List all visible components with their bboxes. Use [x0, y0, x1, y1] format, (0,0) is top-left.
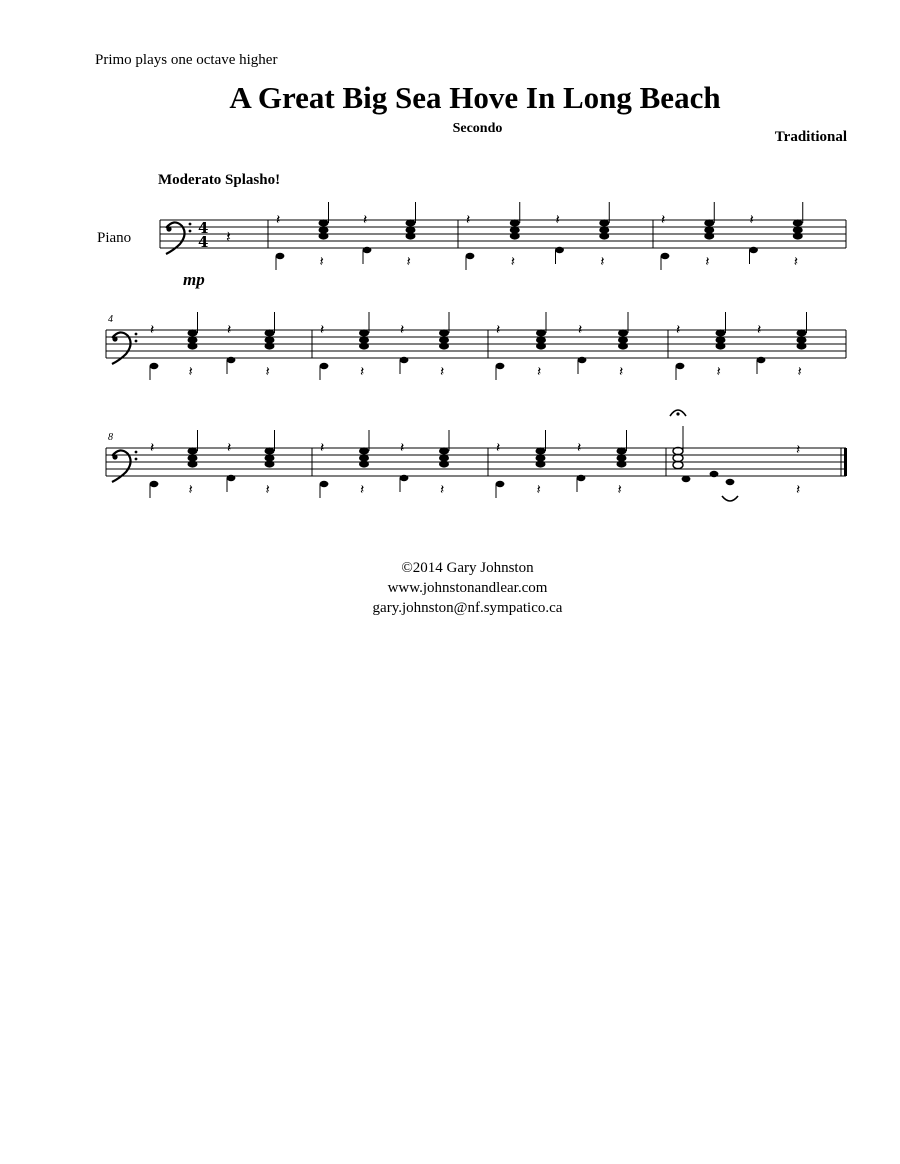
quarter-note-head [265, 342, 275, 349]
quarter-rest: 𝄽 [150, 440, 155, 456]
quarter-note-head [227, 475, 236, 481]
quarter-note-head [439, 329, 449, 336]
quarter-note-head [320, 481, 329, 487]
quarter-note-head [400, 357, 409, 363]
staff-system-3 [106, 410, 847, 501]
quarter-note-head [676, 363, 685, 369]
bass-clef-dot [135, 333, 138, 336]
quarter-rest: 𝄽 [555, 212, 560, 228]
quarter-rest: 𝄽 [227, 440, 232, 456]
quarter-note-head [617, 460, 627, 467]
quarter-note-head [704, 232, 714, 239]
quarter-note-head [618, 342, 628, 349]
quarter-note-head [320, 363, 329, 369]
measure-number-system-3: 8 [108, 432, 113, 443]
quarter-rest: 𝄽 [360, 364, 365, 380]
bass-clef-dot [135, 458, 138, 461]
quarter-note-head [749, 247, 758, 253]
quarter-rest: 𝄽 [360, 482, 365, 498]
quarter-note-head [363, 247, 372, 253]
bass-clef-dot [135, 451, 138, 454]
composer-credit: Traditional [774, 129, 847, 145]
quarter-note-head [536, 329, 546, 336]
quarter-note-head [599, 232, 609, 239]
quarter-rest: 𝄽 [716, 364, 721, 380]
quarter-note-head [265, 460, 275, 467]
quarter-rest: 𝄽 [226, 227, 231, 246]
email-line: gary.johnston@nf.sympatico.ca [372, 600, 563, 616]
time-signature-numerator: 4 [198, 219, 209, 237]
quarter-rest: 𝄽 [797, 364, 802, 380]
quarter-rest: 𝄽 [188, 482, 193, 498]
quarter-note-head [359, 329, 369, 336]
quarter-rest: 𝄽 [617, 482, 622, 498]
quarter-note-head [188, 447, 198, 454]
quarter-rest: 𝄽 [276, 212, 281, 228]
quarter-note-head [510, 219, 520, 226]
measure-number-system-2: 4 [108, 314, 113, 325]
quarter-rest: 𝄽 [705, 254, 710, 270]
quarter-rest: 𝄽 [440, 482, 445, 498]
quarter-note-head [704, 219, 714, 226]
staff-system-1 [160, 202, 846, 270]
quarter-note-head [359, 447, 369, 454]
quarter-rest: 𝄽 [320, 322, 325, 338]
staff-system-2 [106, 312, 846, 380]
quarter-note-head [726, 479, 735, 485]
quarter-note-head [188, 329, 198, 336]
quarter-note-head [319, 232, 329, 239]
quarter-rest: 𝄽 [793, 254, 799, 270]
quarter-note-head [150, 363, 159, 369]
quarter-note-head [555, 247, 564, 253]
quarter-note-head [793, 219, 803, 226]
quarter-note-head [617, 447, 627, 454]
tempo-marking: Moderato Splasho! [158, 172, 281, 188]
quarter-note-head [400, 475, 409, 481]
quarter-note-head [661, 253, 670, 259]
quarter-rest: 𝄽 [578, 322, 583, 338]
performance-note: Primo plays one octave higher [95, 52, 278, 68]
time-signature-denominator: 4 [198, 233, 209, 251]
quarter-rest: 𝄽 [676, 322, 681, 338]
final-barline-thick [844, 448, 847, 476]
instrument-label: Piano [97, 230, 132, 246]
quarter-rest: 𝄽 [406, 254, 411, 270]
quarter-rest: 𝄽 [496, 322, 501, 338]
quarter-note-head [793, 232, 803, 239]
fermata-icon [722, 496, 738, 501]
bass-clef-dot [166, 226, 171, 231]
quarter-note-head [439, 342, 449, 349]
quarter-rest: 𝄽 [619, 364, 624, 380]
bass-clef-dot [135, 340, 138, 343]
quarter-rest: 𝄽 [320, 440, 325, 456]
quarter-note-head [188, 460, 198, 467]
bass-clef-dot [189, 230, 192, 233]
quarter-note-head [618, 329, 628, 336]
quarter-rest: 𝄽 [400, 440, 405, 456]
quarter-rest: 𝄽 [749, 212, 754, 228]
music-notation [0, 0, 900, 540]
quarter-note-head [797, 342, 807, 349]
quarter-rest: 𝄽 [600, 254, 605, 270]
dynamic-marking: mp [183, 270, 205, 289]
quarter-note-head [536, 447, 546, 454]
quarter-note-head [577, 475, 586, 481]
fermata-dot [676, 412, 679, 415]
quarter-rest: 𝄽 [577, 440, 582, 456]
bass-clef-dot [112, 454, 117, 459]
quarter-note-head [496, 363, 505, 369]
quarter-note-head [359, 460, 369, 467]
quarter-note-head [319, 219, 329, 226]
bass-clef-dot [112, 336, 117, 341]
quarter-note-head [265, 329, 275, 336]
quarter-note-head [150, 481, 159, 487]
quarter-note-head [188, 342, 198, 349]
quarter-note-head [710, 471, 719, 477]
quarter-rest: 𝄽 [510, 254, 516, 270]
quarter-rest: 𝄽 [537, 364, 542, 380]
quarter-note-head [716, 329, 726, 336]
website-line: www.johnstonandlear.com [387, 580, 548, 596]
quarter-note-head [466, 253, 475, 259]
bass-clef-dot [189, 223, 192, 226]
quarter-note-head [496, 481, 505, 487]
quarter-note-head [276, 253, 285, 259]
quarter-note-head [406, 219, 416, 226]
quarter-rest: 𝄽 [496, 440, 501, 456]
quarter-note-head [797, 329, 807, 336]
quarter-rest: 𝄽 [150, 322, 155, 338]
quarter-note-head [439, 447, 449, 454]
quarter-rest: 𝄽 [796, 442, 801, 458]
quarter-rest: 𝄽 [363, 212, 368, 228]
quarter-rest: 𝄽 [400, 322, 405, 338]
quarter-rest: 𝄽 [757, 322, 762, 338]
quarter-note-head [757, 357, 766, 363]
quarter-note-head [265, 447, 275, 454]
quarter-rest: 𝄽 [265, 482, 270, 498]
quarter-note-head [682, 476, 691, 482]
quarter-rest: 𝄽 [796, 482, 801, 498]
piece-title: A Great Big Sea Hove In Long Beach [229, 80, 721, 115]
staff-systems [106, 202, 847, 501]
copyright-line: ©2014 Gary Johnston [401, 560, 534, 576]
quarter-rest: 𝄽 [536, 482, 541, 498]
quarter-note-head [716, 342, 726, 349]
quarter-rest: 𝄽 [265, 364, 270, 380]
quarter-rest: 𝄽 [440, 364, 445, 380]
quarter-rest: 𝄽 [661, 212, 666, 228]
quarter-note-head [510, 232, 520, 239]
quarter-rest: 𝄽 [188, 364, 193, 380]
quarter-note-head [406, 232, 416, 239]
quarter-note-head [578, 357, 587, 363]
quarter-note-head [227, 357, 236, 363]
quarter-rest: 𝄽 [466, 212, 471, 228]
quarter-rest: 𝄽 [319, 254, 324, 270]
quarter-note-head [536, 342, 546, 349]
quarter-rest: 𝄽 [227, 322, 232, 338]
quarter-note-head [599, 219, 609, 226]
quarter-note-head [359, 342, 369, 349]
quarter-note-head [439, 460, 449, 467]
quarter-note-head [536, 460, 546, 467]
part-subtitle: Secondo [452, 121, 503, 136]
